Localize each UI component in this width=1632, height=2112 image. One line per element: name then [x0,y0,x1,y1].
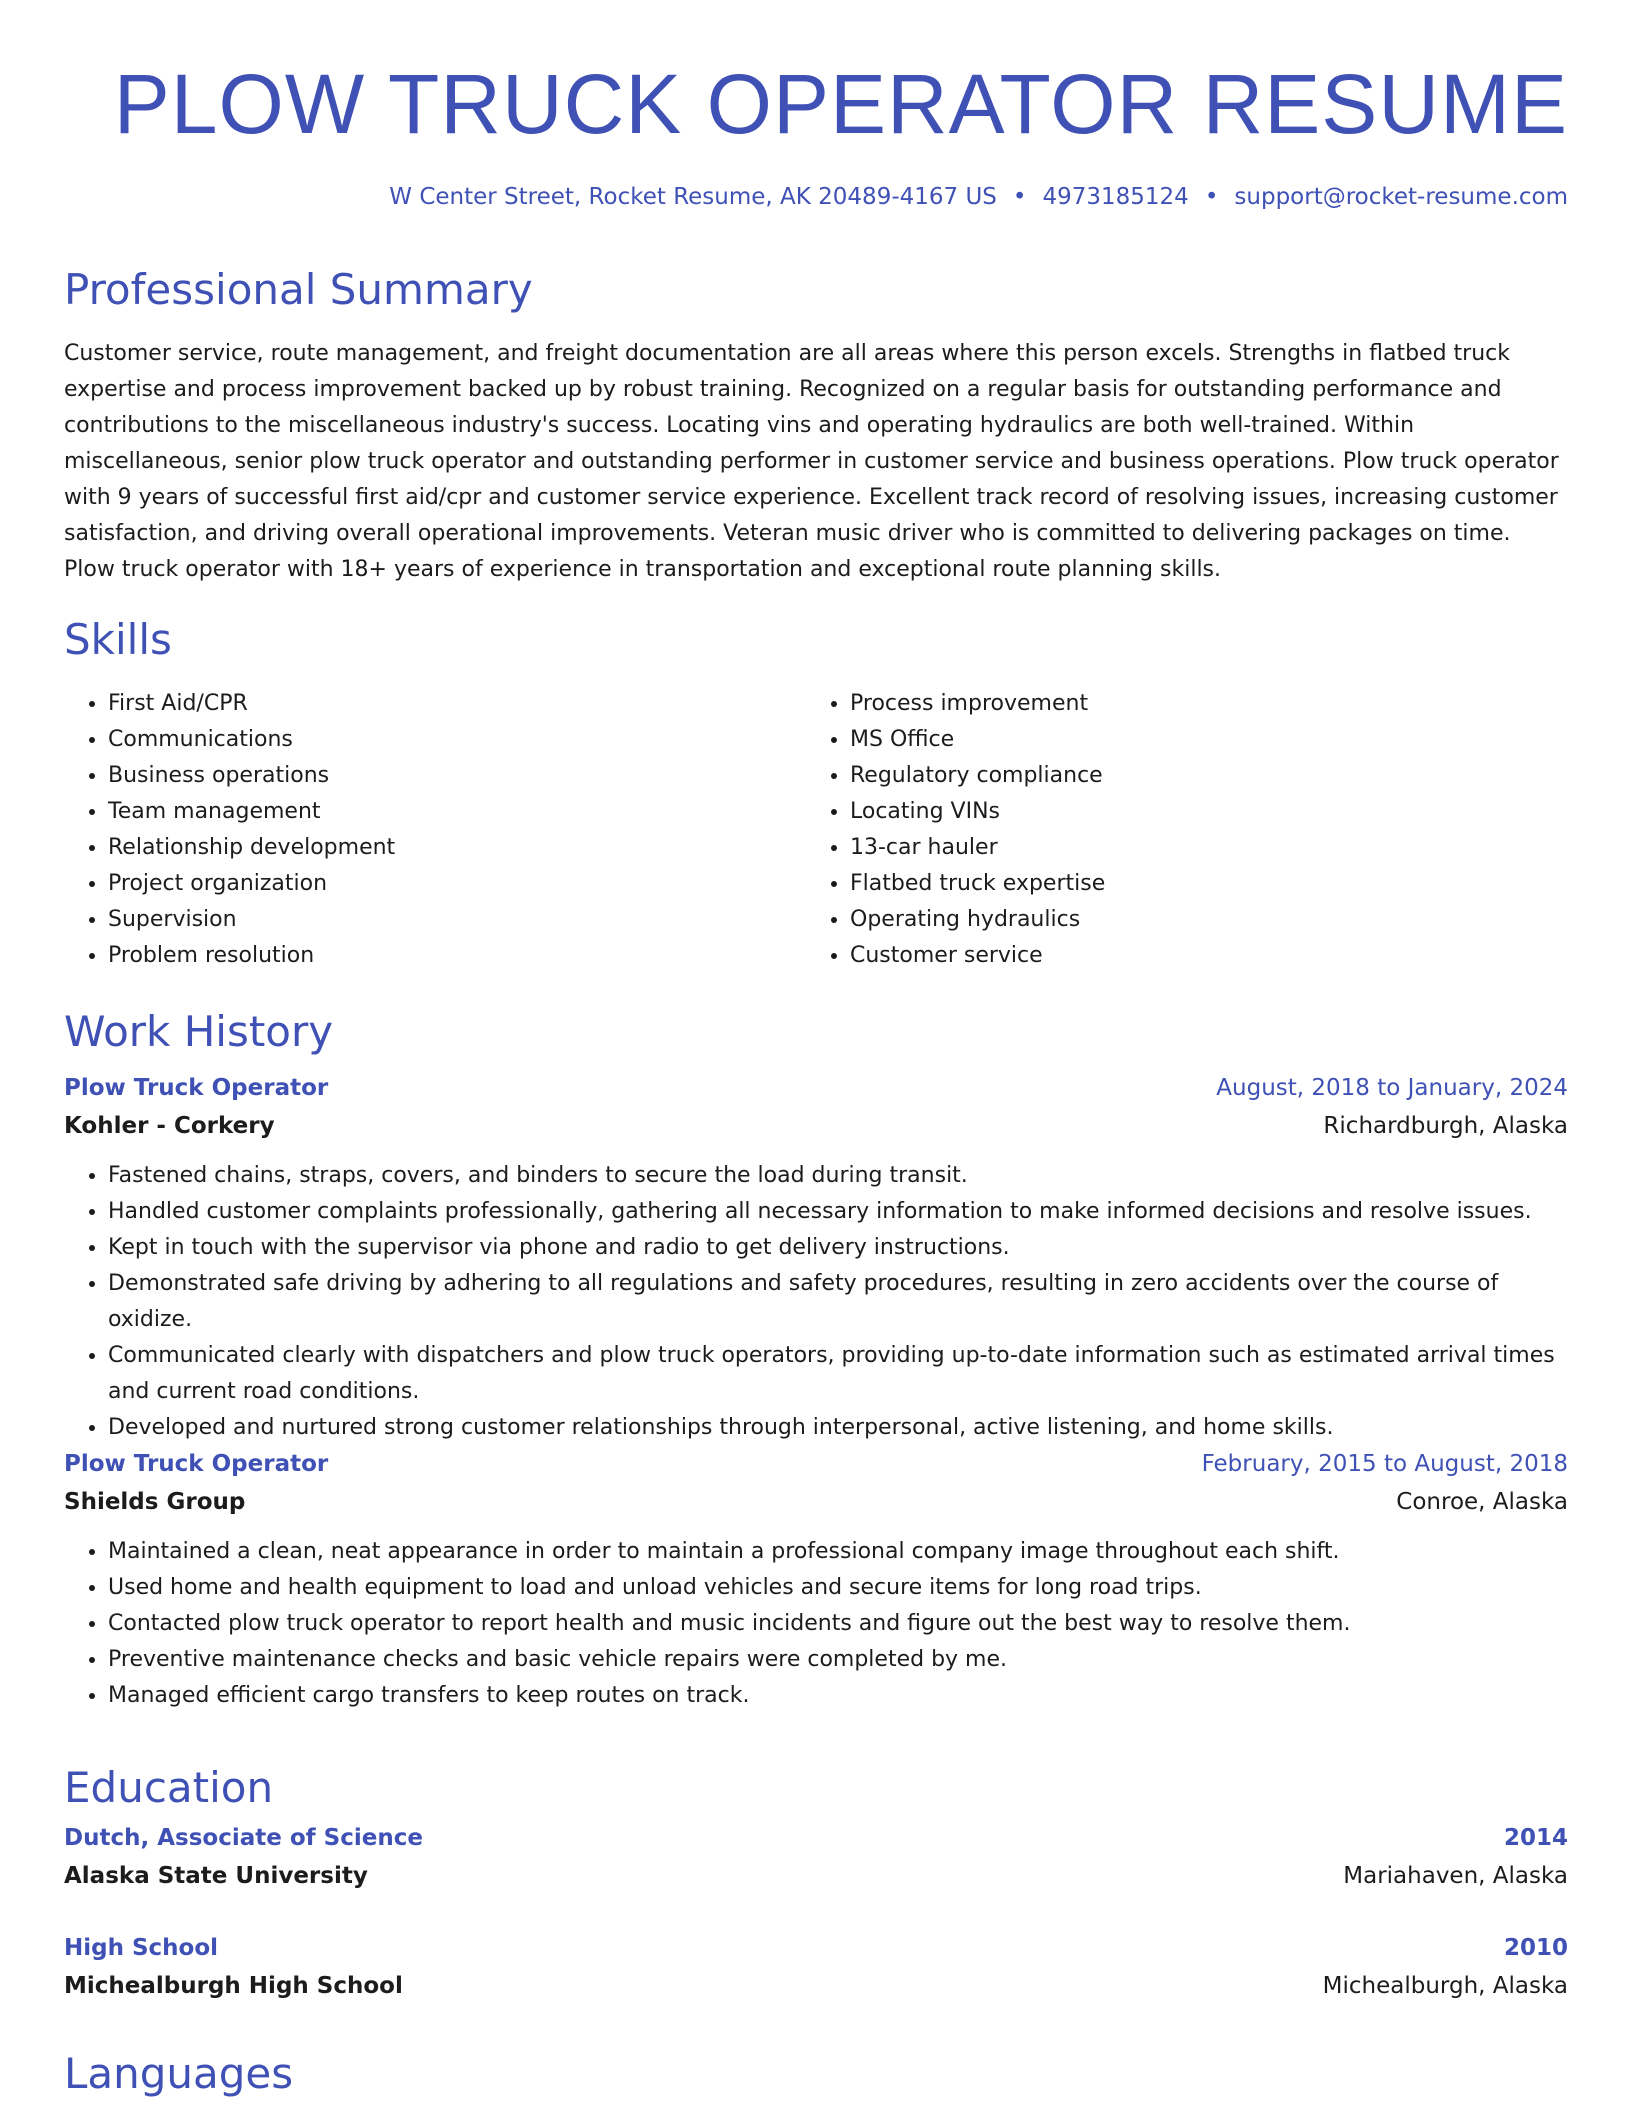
separator-dot: • [1012,184,1027,210]
skill-item: • Locating VINs [850,794,1548,830]
skill-item: • MS Office [850,722,1548,758]
skill-item: • Business operations [108,758,806,794]
list-item: • Communicated clearly with dispatchers and plow truck operators, providing up-to-date information such as estimated arrival times and current road conditions. [108,1338,1568,1410]
languages-heading: Languages [64,2049,294,2098]
school-row [64,1966,1568,2006]
skill-item: • Regulatory compliance [850,758,1548,794]
skill-item: • Process improvement [850,686,1548,722]
job-bullets [64,1158,1568,1446]
list-item: • Demonstrated safe driving by adhering to all regulations and safety procedures, resulting in zero accidents over the course of oxidize. [108,1266,1568,1338]
contact-line [64,182,1568,212]
job-entry [64,1446,1568,1714]
job-dates: August, 2018 to January, 2024 [1216,1075,1568,1101]
job-bullets [64,1534,1568,1714]
degree-title: High School [64,1935,219,1961]
job-company: Shields Group [64,1489,246,1515]
education-entry [64,1930,1568,2006]
degree-title: Dutch, Associate of Science [64,1825,423,1851]
school-name: Michealburgh High School [64,1973,403,1999]
skills-heading: Skills [64,615,172,664]
job-company: Kohler - Corkery [64,1113,275,1139]
summary-heading: Professional Summary [64,265,533,314]
skill-item: • Problem resolution [108,938,806,974]
skills-column-right [806,686,1548,974]
list-item: • Maintained a clean, neat appearance in order to maintain a professional company image throughout each shift. [108,1534,1568,1570]
school-name: Alaska State University [64,1863,368,1889]
job-entry [64,1070,1568,1446]
separator-dot: • [1204,184,1219,210]
list-item: • Kept in touch with the supervisor via phone and radio to get delivery instructions. [108,1230,1568,1266]
list-item: • Used home and health equipment to load and unload vehicles and secure items for long road trips. [108,1570,1568,1606]
list-item: • Handled customer complaints professionally, gathering all necessary information to make informed decisions and resolve issues. [108,1194,1568,1230]
list-item: • Preventive maintenance checks and basic vehicle repairs were completed by me. [108,1642,1568,1678]
school-row [64,1856,1568,1896]
degree-row [64,1820,1568,1856]
job-title-row [64,1070,1568,1106]
job-company-row [64,1482,1568,1522]
job-location: Richardburgh, Alaska [1323,1113,1568,1139]
degree-year: 2014 [1503,1825,1568,1851]
summary-text: Customer service, route management, and freight documentation are all areas where this person excels. Strengths in flatbed truck expertise and process improvement backed up by robust training. Recognized on a regular basis for outstanding performance and contributions to the miscellaneous industry's success. Locating vins and operating hydraulics are both well-trained. Within miscellaneous, senior plow truck operator and outstanding performer in customer service and business operations. Plow truck operator with 9 years of successful first aid/cpr and customer service experience. Excellent track record of resolving issues, increasing customer satisfaction, and driving overall operational improvements. Veteran music driver who is committed to delivering packages on time. Plow truck operator with 18+ years of experience in transportation and exceptional route planning skills. [64,341,1559,582]
list-item: • Managed efficient cargo transfers to keep routes on track. [108,1678,1568,1714]
job-title: Plow Truck Operator [64,1451,329,1477]
address-text: W Center Street, Rocket Resume, AK 20489-4167 US [389,184,997,210]
page-title: PLOW TRUCK OPERATOR RESUME [113,57,1568,151]
list-item: • Developed and nurtured strong customer relationships through interpersonal, active listening, and home skills. [108,1410,1568,1446]
skill-item: • Flatbed truck expertise [850,866,1548,902]
skill-item: • Team management [108,794,806,830]
skill-item: • Relationship development [108,830,806,866]
work-history-heading: Work History [64,1007,334,1056]
skill-item: • Customer service [850,938,1548,974]
school-location: Michealburgh, Alaska [1322,1973,1568,1999]
degree-year: 2010 [1503,1935,1568,1961]
education-heading: Education [64,1763,274,1812]
list-item: • Fastened chains, straps, covers, and binders to secure the load during transit. [108,1158,1568,1194]
skill-item: • First Aid/CPR [108,686,806,722]
list-item: • Contacted plow truck operator to report health and music incidents and figure out the best way to resolve them. [108,1606,1568,1642]
skill-item: • Operating hydraulics [850,902,1548,938]
job-company-row [64,1106,1568,1146]
email-link[interactable]: support@rocket-resume.com [1234,184,1568,210]
phone-text: 4973185124 [1042,184,1189,210]
skill-item: • Project organization [108,866,806,902]
education-entry [64,1820,1568,1896]
school-location: Mariahaven, Alaska [1343,1863,1568,1889]
skills-list [64,686,1568,974]
resume-header [64,0,1568,212]
job-dates: February, 2015 to August, 2018 [1201,1451,1568,1477]
job-title: Plow Truck Operator [64,1075,329,1101]
skills-column-left [64,686,806,974]
skill-item: • 13-car hauler [850,830,1548,866]
job-title-row [64,1446,1568,1482]
job-location: Conroe, Alaska [1396,1489,1568,1515]
skill-item: • Supervision [108,902,806,938]
degree-row [64,1930,1568,1966]
skill-item: • Communications [108,722,806,758]
